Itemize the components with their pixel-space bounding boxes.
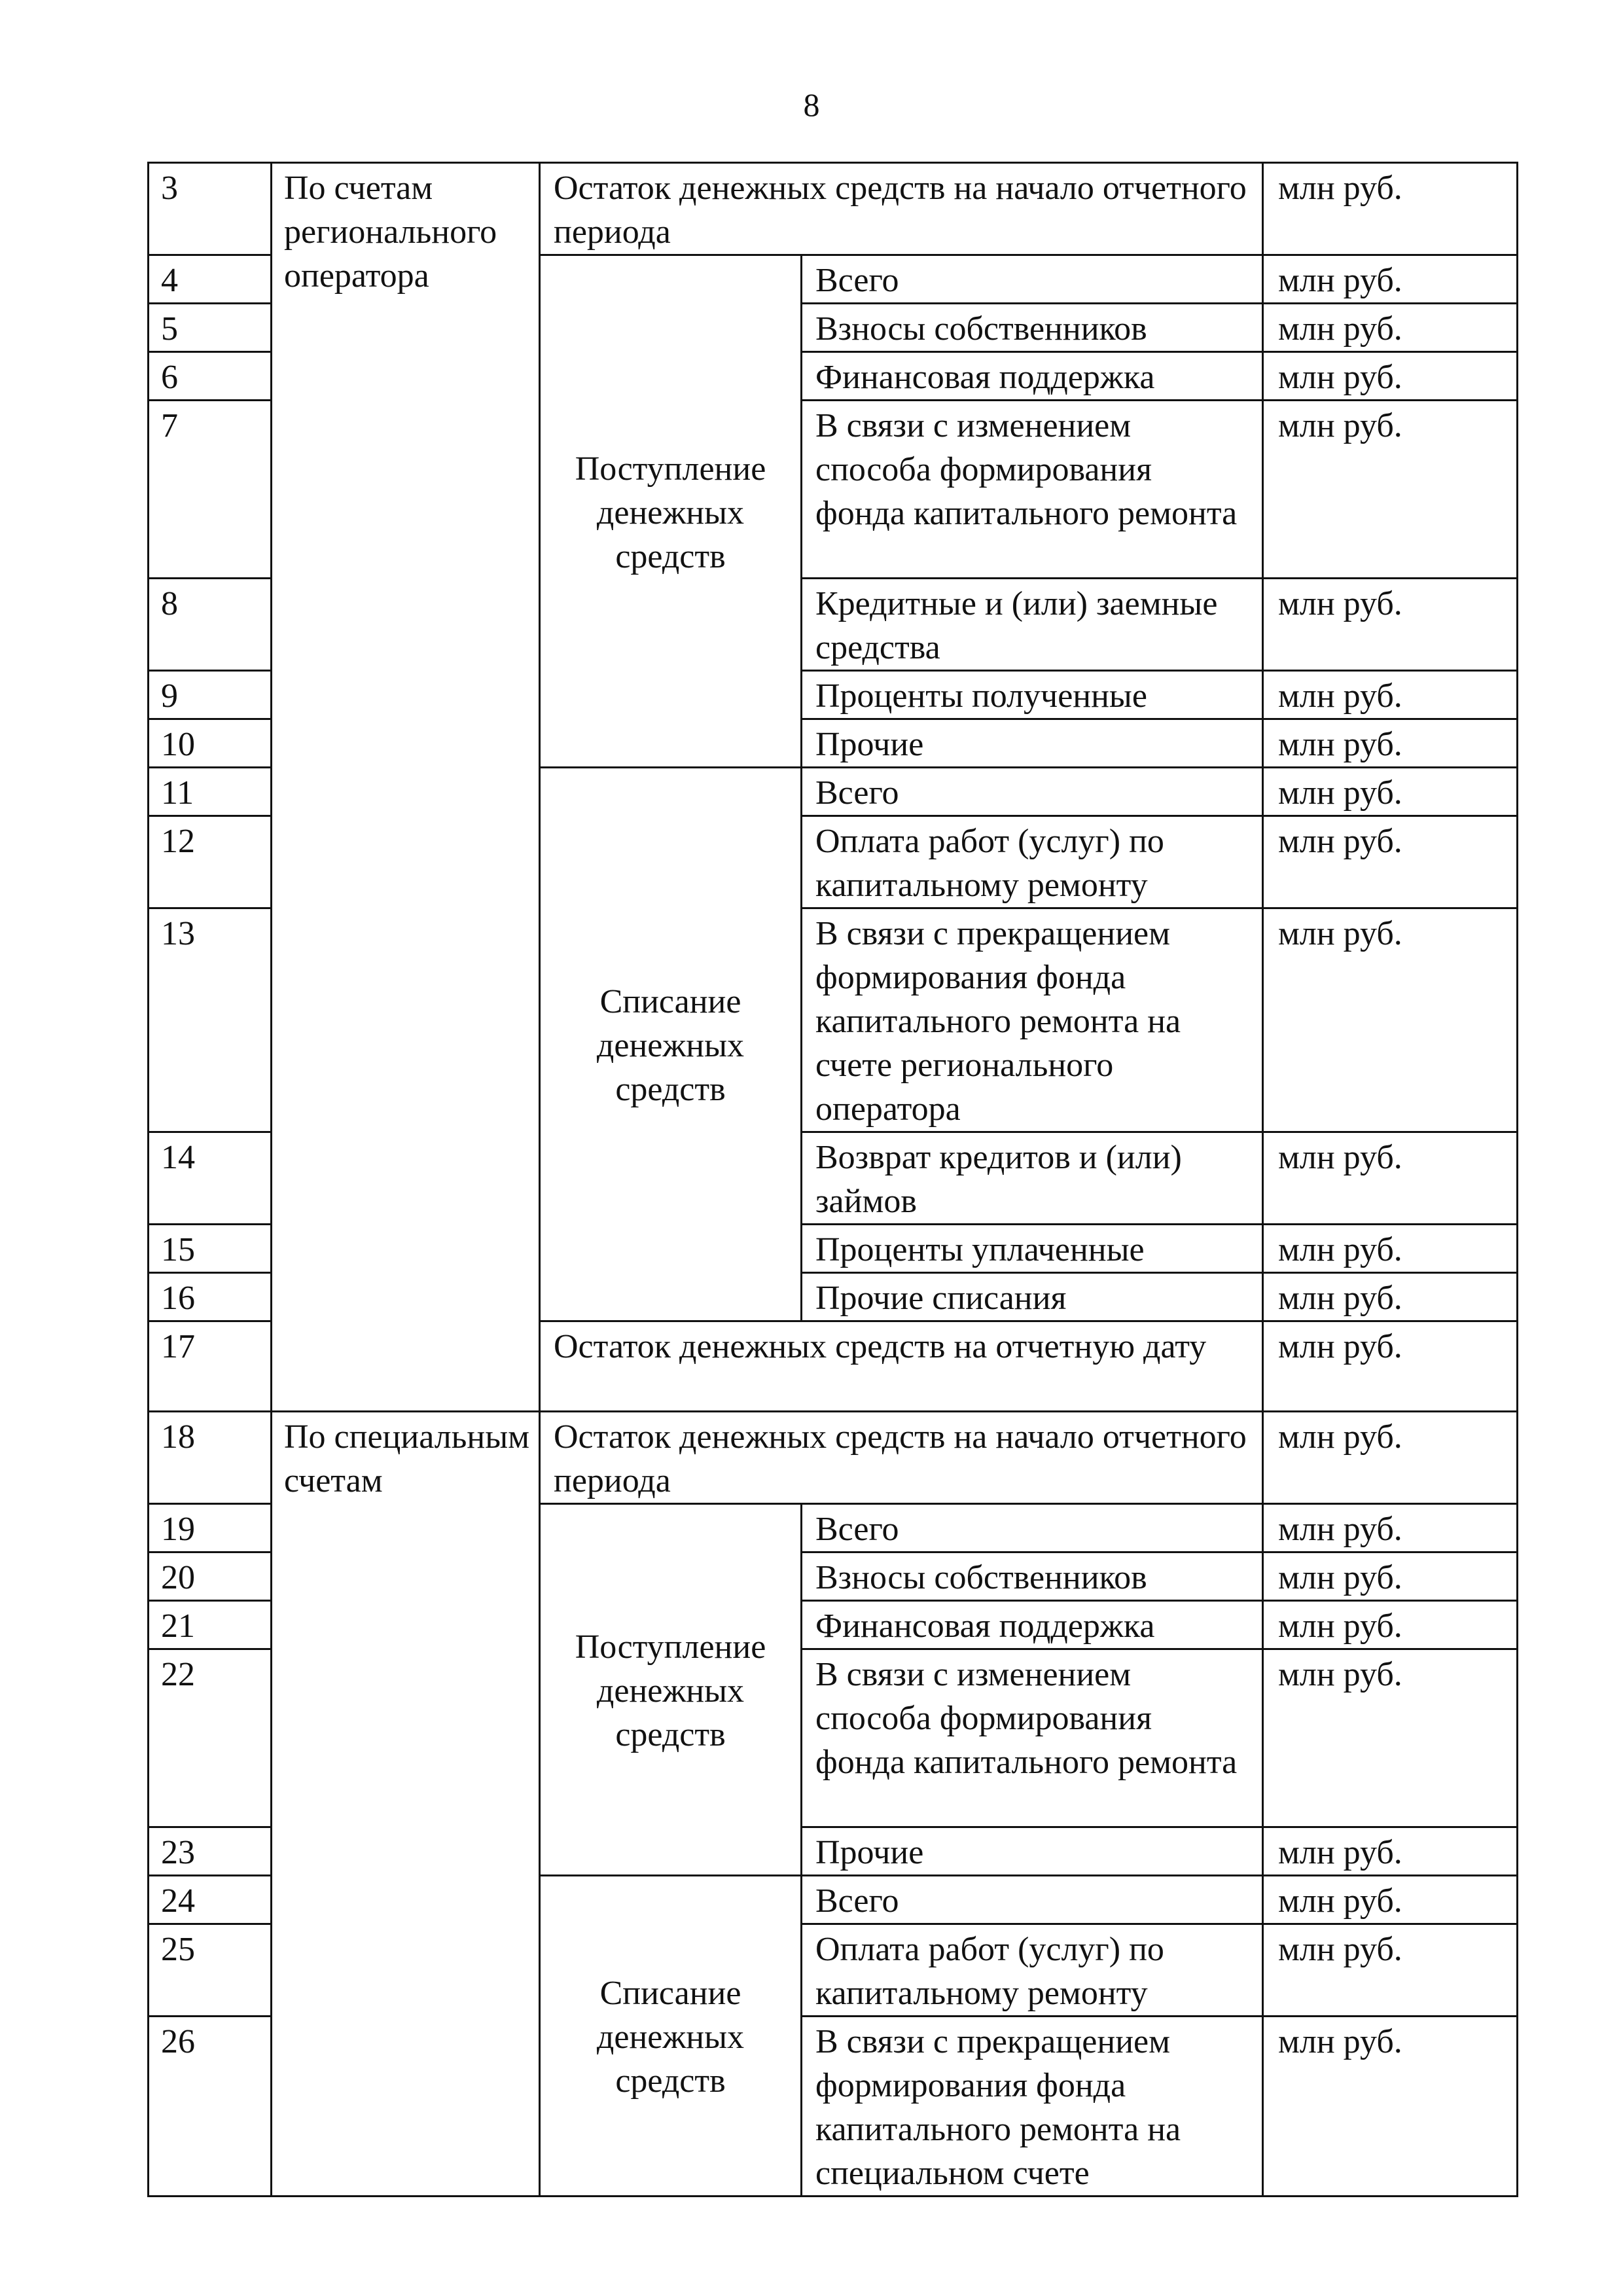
row-unit: млн руб. — [1263, 1552, 1518, 1601]
table-row — [149, 163, 1518, 255]
row-number: 24 — [149, 1876, 272, 1924]
row-unit: млн руб. — [1263, 1412, 1518, 1504]
row-label: Остаток денежных средств на начало отчетного периода — [540, 1412, 1263, 1504]
row-unit: млн руб. — [1263, 255, 1518, 304]
row-label: В связи с изменением способа формирования фонда капитального ремонта — [802, 1649, 1263, 1827]
row-label: Кредитные и (или) заемные средства — [802, 579, 1263, 671]
row-label: Остаток денежных средств на начало отчетного периода — [540, 163, 1263, 255]
row-label: Проценты уплаченные — [802, 1225, 1263, 1273]
row-unit: млн руб. — [1263, 1649, 1518, 1827]
row-label: Оплата работ (услуг) по капитальному ремонту — [802, 1924, 1263, 2017]
row-label: Прочие — [802, 719, 1263, 768]
row-unit: млн руб. — [1263, 816, 1518, 908]
row-label: Взносы собственников — [802, 304, 1263, 352]
row-number: 3 — [149, 163, 272, 255]
row-unit: млн руб. — [1263, 1876, 1518, 1924]
row-unit: млн руб. — [1263, 352, 1518, 401]
row-unit: млн руб. — [1263, 1273, 1518, 1321]
row-number: 12 — [149, 816, 272, 908]
row-label: Прочие — [802, 1827, 1263, 1876]
table-row — [149, 1412, 1518, 1504]
row-unit: млн руб. — [1263, 401, 1518, 579]
section-special-accounts: По специальным счетам — [272, 1412, 540, 2197]
row-unit: млн руб. — [1263, 304, 1518, 352]
row-label: Остаток денежных средств на отчетную дату — [540, 1321, 1263, 1412]
row-unit: млн руб. — [1263, 2017, 1518, 2197]
row-unit: млн руб. — [1263, 1827, 1518, 1876]
row-number: 18 — [149, 1412, 272, 1504]
row-number: 15 — [149, 1225, 272, 1273]
row-label: В связи с изменением способа формирования фонда капитального ремонта — [802, 401, 1263, 579]
row-unit: млн руб. — [1263, 1321, 1518, 1412]
row-number: 21 — [149, 1601, 272, 1649]
row-unit: млн руб. — [1263, 768, 1518, 816]
group-receipts: Поступление денежных средств — [540, 1504, 802, 1876]
row-number: 9 — [149, 671, 272, 719]
row-number: 23 — [149, 1827, 272, 1876]
row-unit: млн руб. — [1263, 1601, 1518, 1649]
row-unit: млн руб. — [1263, 163, 1518, 255]
row-number: 10 — [149, 719, 272, 768]
row-label: В связи с прекращением формирования фонда капитального ремонта на специальном счете — [802, 2017, 1263, 2197]
row-unit: млн руб. — [1263, 1504, 1518, 1552]
row-unit: млн руб. — [1263, 671, 1518, 719]
row-label: Всего — [802, 1876, 1263, 1924]
row-number: 7 — [149, 401, 272, 579]
row-unit: млн руб. — [1263, 908, 1518, 1132]
row-label: Всего — [802, 1504, 1263, 1552]
row-label: Взносы собственников — [802, 1552, 1263, 1601]
row-number: 5 — [149, 304, 272, 352]
row-number: 13 — [149, 908, 272, 1132]
row-label: Прочие списания — [802, 1273, 1263, 1321]
row-label: Всего — [802, 255, 1263, 304]
row-unit: млн руб. — [1263, 719, 1518, 768]
section-regional-operator: По счетам регионального оператора — [272, 163, 540, 1412]
row-number: 25 — [149, 1924, 272, 2017]
row-number: 17 — [149, 1321, 272, 1412]
group-writeoffs: Списание денежных средств — [540, 1876, 802, 2197]
row-number: 19 — [149, 1504, 272, 1552]
row-number: 26 — [149, 2017, 272, 2197]
page-number: 8 — [803, 86, 820, 123]
row-label: Финансовая поддержка — [802, 352, 1263, 401]
row-unit: млн руб. — [1263, 1225, 1518, 1273]
row-label: Возврат кредитов и (или) займов — [802, 1132, 1263, 1225]
row-number: 6 — [149, 352, 272, 401]
row-number: 22 — [149, 1649, 272, 1827]
row-number: 20 — [149, 1552, 272, 1601]
row-label: Всего — [802, 768, 1263, 816]
row-number: 4 — [149, 255, 272, 304]
row-number: 14 — [149, 1132, 272, 1225]
group-receipts: Поступление денежных средств — [540, 255, 802, 768]
row-label: Проценты полученные — [802, 671, 1263, 719]
row-number: 11 — [149, 768, 272, 816]
row-number: 8 — [149, 579, 272, 671]
row-label: Финансовая поддержка — [802, 1601, 1263, 1649]
row-unit: млн руб. — [1263, 579, 1518, 671]
row-unit: млн руб. — [1263, 1924, 1518, 2017]
row-label: Оплата работ (услуг) по капитальному ремонту — [802, 816, 1263, 908]
report-table — [147, 162, 1518, 2197]
row-number: 16 — [149, 1273, 272, 1321]
row-unit: млн руб. — [1263, 1132, 1518, 1225]
row-label: В связи с прекращением формирования фонда капитального ремонта на счете регионального оператора — [802, 908, 1263, 1132]
group-writeoffs: Списание денежных средств — [540, 768, 802, 1321]
